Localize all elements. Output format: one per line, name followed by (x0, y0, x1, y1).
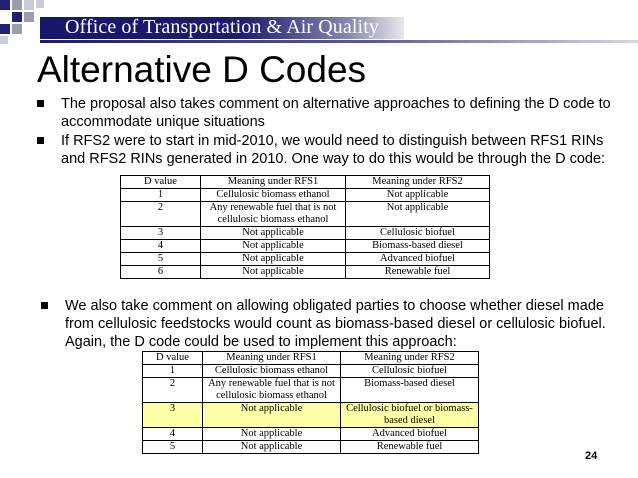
page-number: 24 (585, 450, 598, 462)
rfs1-cell: Not applicable (201, 227, 346, 240)
bullet-line: Again, the D code could be used to implement this approach: (65, 334, 457, 350)
bullet-line: and RFS2 RINs generated in 2010. One way to do this would be through the D code: (61, 151, 606, 167)
table-row (121, 240, 490, 253)
bullet-text (65, 297, 606, 351)
rfs2-cell: Renewable fuel (341, 441, 479, 454)
rfs1-cell: Not applicable (203, 403, 341, 428)
rfs1-cell: Not applicable (203, 428, 341, 441)
table-header-row (143, 352, 479, 365)
rfs2-cell: Biomass-based diesel (346, 240, 490, 253)
bullet-text (61, 132, 605, 168)
d-value-cell: 6 (121, 266, 201, 279)
bullet-line: The proposal also takes comment on alternative approaches to defining the D code to (61, 96, 611, 112)
header-rule (40, 40, 638, 43)
column-header: Meaning under RFS1 (203, 352, 341, 365)
table-row (143, 378, 479, 403)
table-row (121, 227, 490, 240)
rfs1-cell: Cellulosic biomass ethanol (201, 189, 346, 202)
rfs1-cell: Not applicable (201, 266, 346, 279)
column-header: D value (121, 176, 201, 189)
bullet-2 (37, 132, 637, 168)
d-value-cell: 2 (143, 378, 203, 403)
d-value-cell: 3 (121, 227, 201, 240)
cell-line: cellulosic biomass ethanol (217, 214, 329, 225)
table-row (121, 189, 490, 202)
bullet-text (61, 95, 611, 131)
rfs1-cell: Cellulosic biomass ethanol (203, 365, 341, 378)
rfs2-cell: Cellulosic biofuel (346, 227, 490, 240)
table-row (121, 266, 490, 279)
d-value-cell: 3 (143, 403, 203, 428)
bullet-line: from cellulosic feedstocks would count as biomass-based diesel or cellulosic biofuel. (65, 316, 606, 332)
table-row (121, 202, 490, 227)
rfs2-cell: Not applicable (346, 202, 490, 227)
bullet-1 (37, 95, 637, 131)
bullet-line: We also take comment on allowing obligated parties to choose whether diesel made (65, 298, 604, 314)
table-row (121, 253, 490, 266)
table-row (143, 441, 479, 454)
cell-line: Cellulosic biofuel or biomass- (346, 403, 473, 414)
column-header: D value (143, 352, 203, 365)
column-header: Meaning under RFS2 (341, 352, 479, 365)
table-row (143, 428, 479, 441)
d-value-cell: 4 (121, 240, 201, 253)
office-title: Office of Transportation & Air Quality (65, 16, 379, 38)
d-value-cell: 5 (143, 441, 203, 454)
bullet-3 (41, 297, 637, 351)
rfs1-cell: Not applicable (201, 253, 346, 266)
column-header: Meaning under RFS2 (346, 176, 490, 189)
bullet-line: accommodate unique situations (61, 114, 265, 130)
rfs1-cell: Not applicable (203, 441, 341, 454)
rfs2-cell: Cellulosic biofuel (341, 365, 479, 378)
cell-line: cellulosic biomass ethanol (216, 390, 327, 401)
d-value-cell: 5 (121, 253, 201, 266)
rfs2-cell: Advanced biofuel (341, 428, 479, 441)
rfs2-cell (341, 403, 479, 428)
rfs2-cell: Not applicable (346, 189, 490, 202)
bullet-marker (37, 137, 44, 144)
d-value-cell: 2 (121, 202, 201, 227)
d-code-table-2 (142, 351, 479, 454)
rfs2-cell: Renewable fuel (346, 266, 490, 279)
bullet-marker (37, 100, 44, 107)
rfs1-cell (203, 378, 341, 403)
bullet-line: If RFS2 were to start in mid-2010, we would need to distinguish between RFS1 RINs (61, 133, 604, 149)
cell-line: Any renewable fuel that is not (209, 202, 337, 213)
bullet-marker (41, 302, 48, 309)
column-header: Meaning under RFS1 (201, 176, 346, 189)
rfs2-cell: Advanced biofuel (346, 253, 490, 266)
slide-title: Alternative D Codes (37, 49, 367, 90)
table-row-highlighted (143, 403, 479, 428)
cell-line: based diesel (383, 415, 436, 426)
d-value-cell: 4 (143, 428, 203, 441)
d-value-cell: 1 (143, 365, 203, 378)
d-value-cell: 1 (121, 189, 201, 202)
table-row (143, 365, 479, 378)
table-header-row (121, 176, 490, 189)
rfs1-cell: Not applicable (201, 240, 346, 253)
d-code-table-1 (120, 175, 490, 279)
rfs2-cell: Biomass-based diesel (341, 378, 479, 403)
rfs1-cell (201, 202, 346, 227)
cell-line: Any renewable fuel that is not (208, 378, 335, 389)
